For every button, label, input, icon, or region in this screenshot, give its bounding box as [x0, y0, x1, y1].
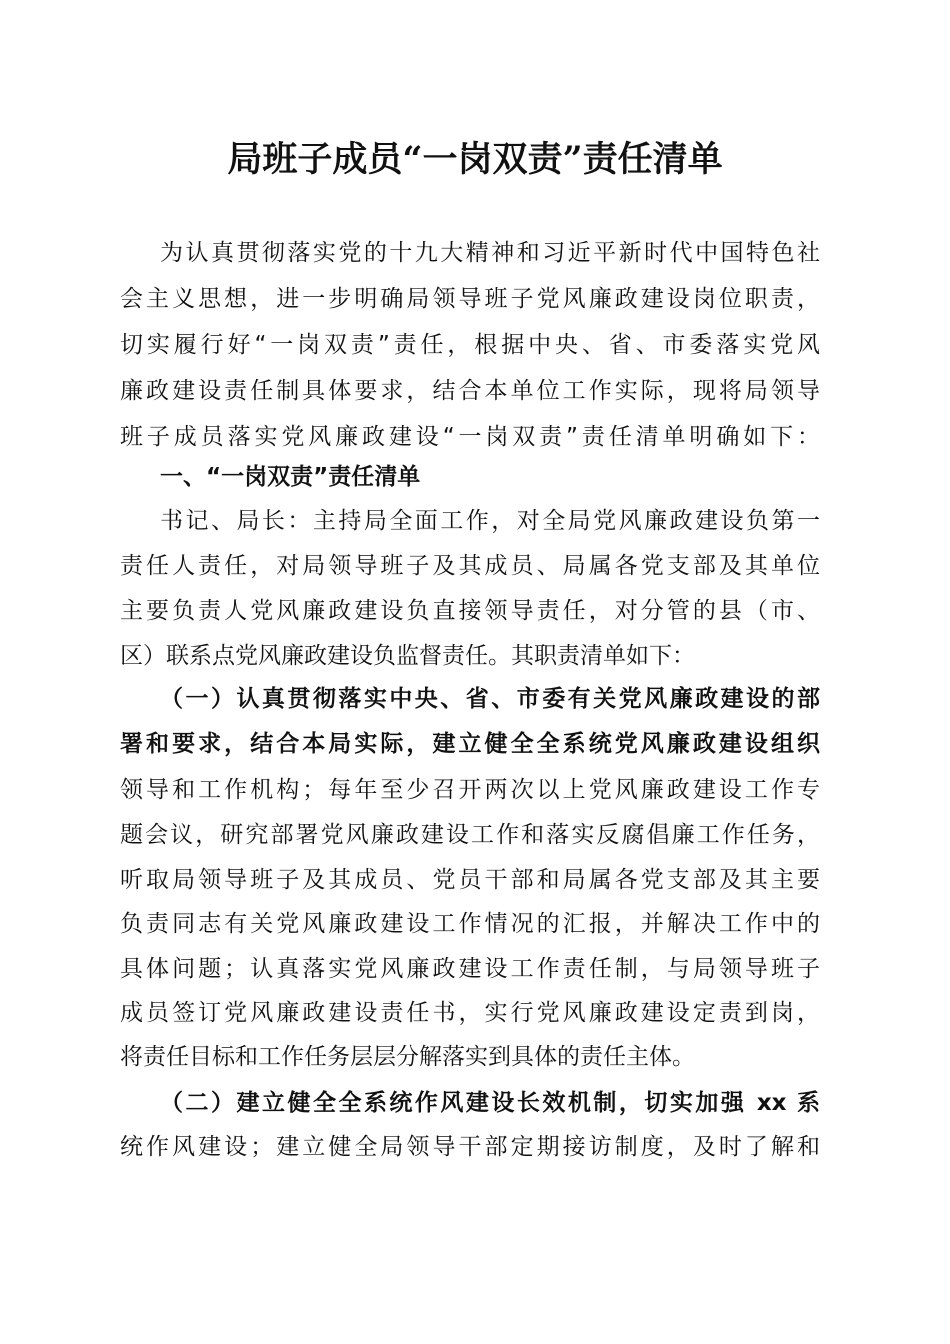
secretary-line-2: 责任人责任，对局领导班子及其成员、局属各党支部及其单位: [120, 553, 820, 579]
item-1-line-3: 领导和工作机构；每年至少召开两次以上党风廉政建设工作专: [120, 777, 820, 803]
item-1-line-4: 题会议，研究部署党风廉政建设工作和落实反腐倡廉工作任务，: [120, 822, 820, 848]
intro-line-4: 廉政建设责任制具体要求，结合本单位工作实际，现将局领导: [120, 378, 820, 404]
item-1-line-2: 署和要求，结合本局实际，建立健全全系统党风廉政建设组织: [120, 731, 820, 757]
item-1-line-6: 负责同志有关党风廉政建设工作情况的汇报，并解决工作中的: [120, 911, 820, 937]
intro-line-5: 班子成员落实党风廉政建设“一岗双责”责任清单明确如下：: [120, 424, 820, 450]
item-1-line-8: 成员签订党风廉政建设责任书，实行党风廉政建设定责到岗，: [120, 1000, 820, 1026]
secretary-line-3: 主要负责人党风廉政建设负直接领导责任，对分管的县（市、: [120, 598, 820, 624]
secretary-line-1: 书记、局长：主持局全面工作，对全局党风廉政建设负第一: [160, 508, 820, 534]
item-2-line-2: 统作风建设；建立健全局领导干部定期接访制度，及时了解和: [120, 1134, 820, 1160]
section-1-heading: 一、“一岗双责”责任清单: [160, 464, 421, 490]
item-1-line-9: 将责任目标和工作任务层层分解落实到具体的责任主体。: [120, 1044, 695, 1070]
item-2-line-1: （二）建立健全全系统作风建设长效机制，切实加强 xx 系: [160, 1090, 820, 1116]
secretary-line-4: 区）联系点党风廉政建设负监督责任。其职责清单如下：: [120, 643, 695, 669]
item-1-line-1: （一）认真贯彻落实中央、省、市委有关党风廉政建设的部: [160, 686, 820, 712]
intro-line-3: 切实履行好“一岗双责”责任，根据中央、省、市委落实党风: [120, 332, 820, 358]
intro-line-2: 会主义思想，进一步明确局领导班子党风廉政建设岗位职责，: [120, 286, 820, 312]
item-1-line-7: 具体问题；认真落实党风廉政建设工作责任制，与局领导班子: [120, 956, 820, 982]
item-1-line-5: 听取局领导班子及其成员、党员干部和局属各党支部及其主要: [120, 867, 820, 893]
document-title: 局班子成员“一岗双责”责任清单: [227, 139, 723, 180]
intro-line-1: 为认真贯彻落实党的十九大精神和习近平新时代中国特色社: [160, 240, 820, 266]
